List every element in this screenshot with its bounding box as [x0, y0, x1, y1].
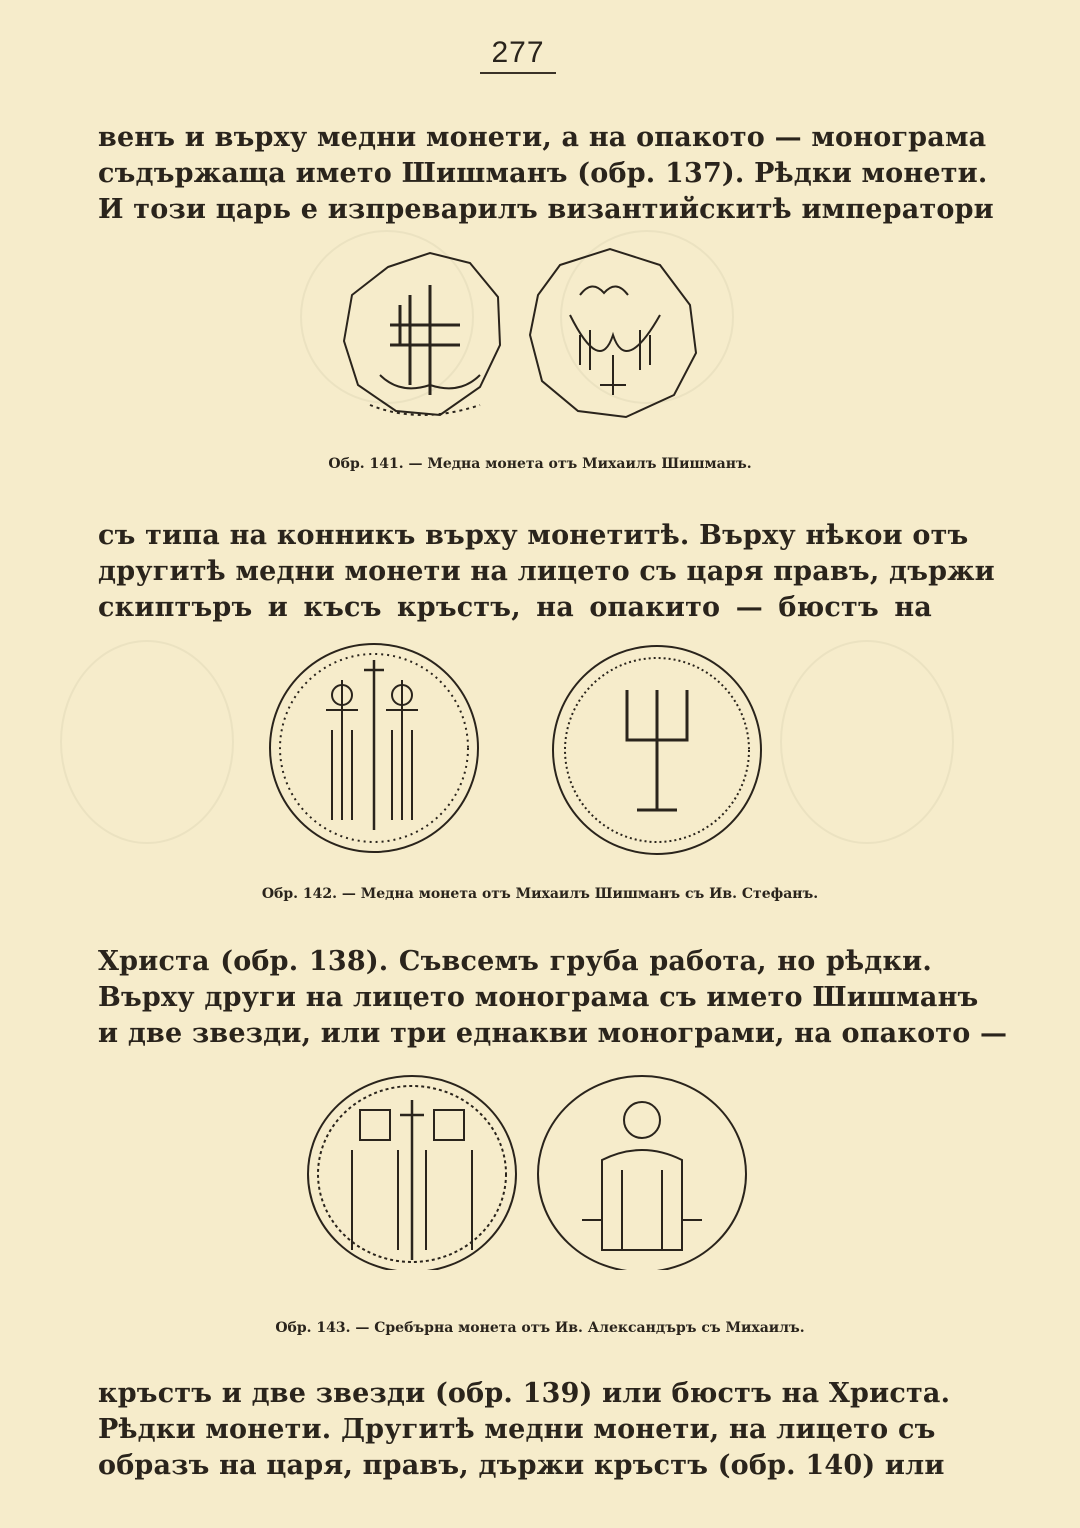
text-line: венъ и върху медни монети, а на опакото — монограма — [98, 122, 987, 153]
coin-reverse — [538, 1076, 746, 1270]
coin-pair-143 — [302, 1070, 752, 1270]
figure-142 — [262, 640, 772, 860]
text-line: И този царь е изпреварилъ византийскитѣ императори — [98, 194, 994, 225]
text-line: Върху други на лицето монограма съ името Шишманъ — [98, 982, 979, 1013]
text-line: кръстъ и две звезди (обр. 139) или бюстъ на Христа. — [98, 1378, 951, 1409]
caption-143: Обр. 143. — Сребърна монета отъ Ив. Александъръ съ Михаилъ. — [275, 1320, 805, 1336]
paragraph-1 — [98, 120, 994, 228]
text-line: другитѣ медни монети на лицето съ царя правъ, държи — [98, 556, 995, 587]
text-line: образъ на царя, правъ, държи кръстъ (обр. 140) или — [98, 1450, 945, 1481]
text-line: съ типа на конникъ върху монетитѣ. Върху нѣкои отъ — [98, 520, 969, 551]
text-line: и две звезди, или три еднакви монограми, на опакото — — [98, 1018, 1008, 1049]
show-through-ghost — [60, 640, 234, 844]
page-number: 277 — [480, 36, 556, 74]
figure-143 — [302, 1070, 752, 1270]
caption-141: Обр. 141. — Медна монета отъ Михаилъ Шишманъ. — [328, 456, 752, 472]
show-through-ghost — [780, 640, 954, 844]
figure-141 — [330, 245, 710, 425]
paragraph-3 — [98, 944, 1008, 1052]
text-line: скиптъръ и късъ кръстъ, на опакито — бюстъ на — [98, 592, 932, 623]
text-line: Рѣдки монети. Другитѣ медни монети, на лицето съ — [98, 1414, 936, 1445]
coin-pair-141 — [330, 245, 710, 425]
text-line: Христа (обр. 138). Съвсемъ груба работа, но рѣдки. — [98, 946, 932, 977]
caption-142: Обр. 142. — Медна монета отъ Михаилъ Шишманъ съ Ив. Стефанъ. — [261, 886, 819, 902]
text-line: съдържаща името Шишманъ (обр. 137). Рѣдки монети. — [98, 158, 988, 189]
paragraph-4 — [98, 1376, 951, 1484]
coin-obverse — [344, 253, 500, 415]
paragraph-2 — [98, 518, 995, 626]
coin-pair-142 — [262, 640, 772, 860]
